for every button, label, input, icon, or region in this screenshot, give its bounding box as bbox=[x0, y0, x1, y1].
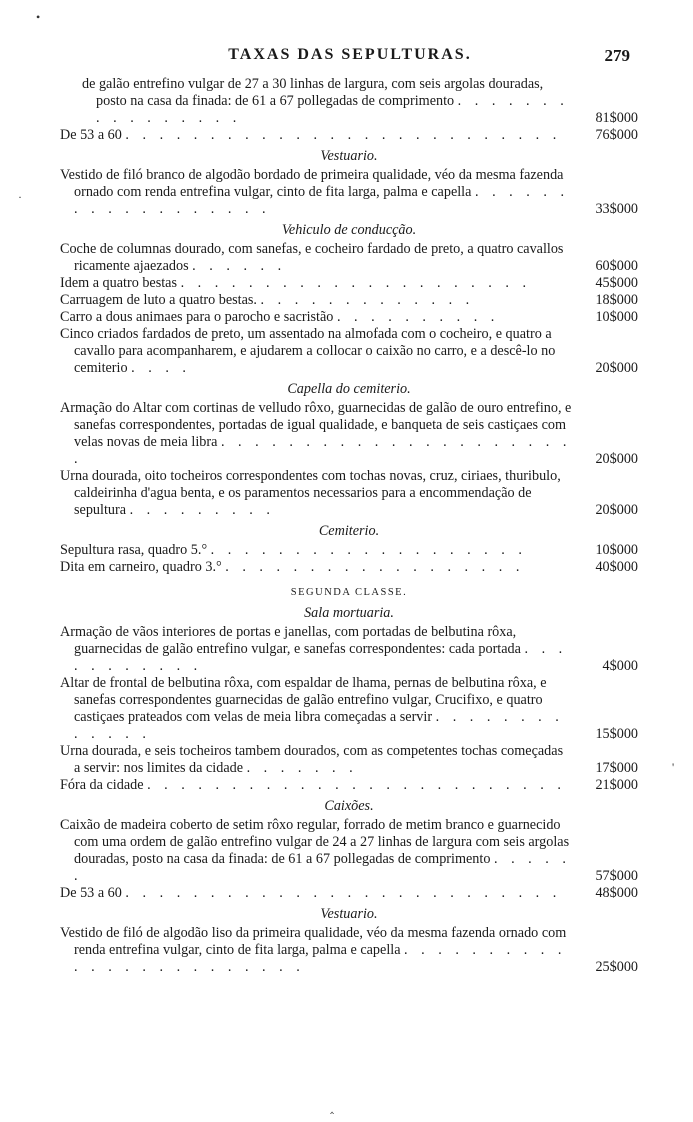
entry-text: De 53 a 60 bbox=[60, 127, 122, 143]
section-heading: Vehiculo de conducção. bbox=[281, 222, 417, 238]
ink-speck: ' bbox=[672, 760, 675, 774]
tariff-entry bbox=[60, 542, 638, 559]
entry-text: Vestido de filó branco de algodão bordado de primeira qualidade, véo da mesma fazenda ornado com renda entrefina vulgar, cinto de fita larga, palma e capella bbox=[60, 167, 564, 200]
tariff-entry bbox=[60, 326, 638, 377]
tariff-entry bbox=[60, 127, 638, 144]
entry-text: Urna dourada, oito tocheiros correspondentes com tochas novas, cruz, ciriaes, thuribulo, caldeirinha d'agua benta, e os paramentos necessarios para a encommendação de sepultura bbox=[60, 468, 561, 518]
entry-text: Urna dourada, e seis tocheiros tambem dourados, com as competentes tochas começadas a servir: nos limites da cidade bbox=[60, 743, 564, 776]
entry-text: Vestido de filó de algodão liso da primeira qualidade, véo da mesma fazenda ornado com renda entrefina vulgar, cinto de fita larga, palma e capella bbox=[60, 925, 567, 958]
dot-leader: . . . . . . . . . . . . . . . . . . bbox=[74, 184, 569, 217]
ink-speck: ‸ bbox=[330, 1100, 335, 1114]
entry-price: 48$000 bbox=[595, 885, 638, 901]
tariff-entry bbox=[60, 559, 638, 576]
dot-leader: . . . . . . . . . . . . . . . . . . . bbox=[210, 542, 527, 558]
entry-text: Armação de vãos interiores de portas e janellas, com portadas de belbutina rôxa, guarnecidas de galão entrefino vulgar, e sanefas correspondentes: cada portada bbox=[60, 624, 521, 657]
entry-text: Fóra da cidade bbox=[60, 777, 144, 793]
tariff-entry bbox=[60, 885, 638, 902]
dot-leader: . . . . . . . . . . . . . . . . . . . . . . . . . . bbox=[125, 885, 562, 901]
entry-price: 17$000 bbox=[595, 760, 638, 776]
page-number: 279 bbox=[604, 46, 630, 65]
dot-leader: . . . . . . . . . bbox=[129, 502, 275, 518]
ink-speck: • bbox=[36, 10, 41, 24]
section-heading: Vestuario. bbox=[320, 906, 378, 922]
tariff-entry bbox=[60, 925, 638, 976]
dot-leader: . . . . . . . . . . . bbox=[74, 641, 568, 674]
dot-leader: . . . . . . . . . . . . . . . . . . . . . . . . . bbox=[147, 777, 566, 793]
tariff-entry bbox=[60, 777, 638, 794]
entry-price: 60$000 bbox=[595, 258, 638, 274]
entry-price: 20$000 bbox=[595, 451, 638, 467]
tariff-entry bbox=[60, 743, 638, 777]
section-heading: Caixões. bbox=[324, 798, 374, 814]
entry-text: De 53 a 60 bbox=[60, 885, 122, 901]
entry-price: 10$000 bbox=[595, 309, 638, 325]
section-heading: Cemiterio. bbox=[318, 523, 380, 539]
page-header bbox=[70, 46, 630, 68]
entry-price: 57$000 bbox=[595, 868, 638, 884]
entry-price: 18$000 bbox=[595, 292, 638, 308]
entry-text: Coche de columnas dourado, com sanefas, e cocheiro fardado de preto, a quatro cavallos ricamente ajaezados bbox=[60, 241, 564, 274]
entry-price: 10$000 bbox=[595, 542, 638, 558]
dot-leader: . . . . . . . . . . bbox=[336, 309, 500, 325]
tariff-entry bbox=[60, 817, 638, 885]
entry-text: Carruagem de luto a quatro bestas. bbox=[60, 292, 257, 308]
entry-price: 20$000 bbox=[595, 360, 638, 376]
dot-leader: . . . . . . . . . . . . . bbox=[260, 292, 475, 308]
dot-leader: . . . . . . . . . . . . . . . . . . . . . . . . bbox=[74, 942, 567, 975]
dot-leader: . . . . . . . . . . . . . . . . . . . . . . . . . . bbox=[125, 127, 562, 143]
tariff-entry bbox=[60, 400, 638, 468]
dot-leader: . . . . . . bbox=[192, 258, 287, 274]
dot-leader: . . . . . . . . . . . . . . . . bbox=[96, 93, 569, 126]
dot-leader: . . . . . . . . . . . . . . . . . . . . . . bbox=[74, 434, 572, 467]
entry-price: 81$000 bbox=[595, 110, 638, 126]
tariff-entry bbox=[60, 468, 638, 519]
entry-price: 76$000 bbox=[595, 127, 638, 143]
dot-leader: . . . . bbox=[131, 360, 191, 376]
tariff-entry bbox=[82, 76, 638, 127]
tariff-entry bbox=[60, 309, 638, 326]
entry-price: 33$000 bbox=[595, 201, 638, 217]
section-heading: Capella do cemiterio. bbox=[287, 381, 411, 397]
entry-text: Dita em carneiro, quadro 3.° bbox=[60, 559, 222, 575]
entry-text: Altar de frontal de belbutina rôxa, com espaldar de lhama, pernas de belbutina rôxa, e sanefas correspondentes guarnecidas de galão entrefino vulgar, Crucifixo, e quatro castiçaes prateados com velas de meia libra começadas a servir bbox=[60, 675, 547, 725]
entry-price: 45$000 bbox=[595, 275, 638, 291]
tariff-entry bbox=[60, 167, 638, 218]
dot-leader: . . . . . . . bbox=[246, 760, 358, 776]
entry-text: Cinco criados fardados de preto, um assentado na almofada com o cocheiro, e quatro a cavallo para acompanharem, e ajudarem a collocar o caixão no carro, e a descê-lo no cemiterio bbox=[60, 326, 556, 376]
entry-price: 21$000 bbox=[595, 777, 638, 793]
section-heading: Vestuario. bbox=[320, 148, 378, 164]
dot-leader: . . . . . . . . . . . . . . . . . . bbox=[225, 559, 525, 575]
entry-price: 20$000 bbox=[595, 502, 638, 518]
entry-price: 4$000 bbox=[602, 658, 638, 674]
entry-text: de galão entrefino vulgar de 27 a 30 linhas de largura, com seis argolas douradas, posto na casa da finada: de 61 a 67 pollegadas de comprimento bbox=[82, 76, 544, 109]
entry-price: 15$000 bbox=[595, 726, 638, 742]
entry-text: Armação do Altar com cortinas de velludo rôxo, guarnecidas de galão de ouro entrefino, e sanefas correspondentes, portadas de igual qualidade, e banqueta de seis castiçaes com velas novas de meia libra bbox=[60, 400, 572, 450]
running-title: TAXAS DAS SEPULTURAS. bbox=[228, 46, 472, 63]
section-heading: Sala mortuaria. bbox=[304, 605, 394, 621]
dot-leader: . . . . . . bbox=[74, 851, 571, 884]
entry-text: Idem a quatro bestas bbox=[60, 275, 178, 291]
dot-leader: . . . . . . . . . . . . . bbox=[74, 709, 564, 742]
entry-text: Sepultura rasa, quadro 5.° bbox=[60, 542, 208, 558]
tariff-entry bbox=[60, 624, 638, 675]
entry-price: 25$000 bbox=[595, 959, 638, 975]
entry-text: Carro a dous animaes para o parocho e sacristão bbox=[60, 309, 334, 325]
tariff-entry bbox=[60, 292, 638, 309]
dot-leader: . . . . . . . . . . . . . . . . . . . . . bbox=[180, 275, 531, 291]
entry-price: 40$000 bbox=[595, 559, 638, 575]
class-heading: SEGUNDA CLASSE. bbox=[290, 587, 408, 598]
tariff-entry bbox=[60, 241, 638, 275]
ink-speck: · bbox=[18, 190, 22, 204]
entry-text: Caixão de madeira coberto de setim rôxo regular, forrado de metim branco e guarnecido com uma ordem de galão entrefino vulgar de 24 a 27 linhas de largura com seis argolas douradas, posto na casa da finada: de 61 a 67 pollegadas de comprimento bbox=[60, 817, 570, 867]
tariff-entry bbox=[60, 675, 638, 743]
tariff-entry bbox=[60, 275, 638, 292]
tariff-content bbox=[60, 76, 638, 976]
